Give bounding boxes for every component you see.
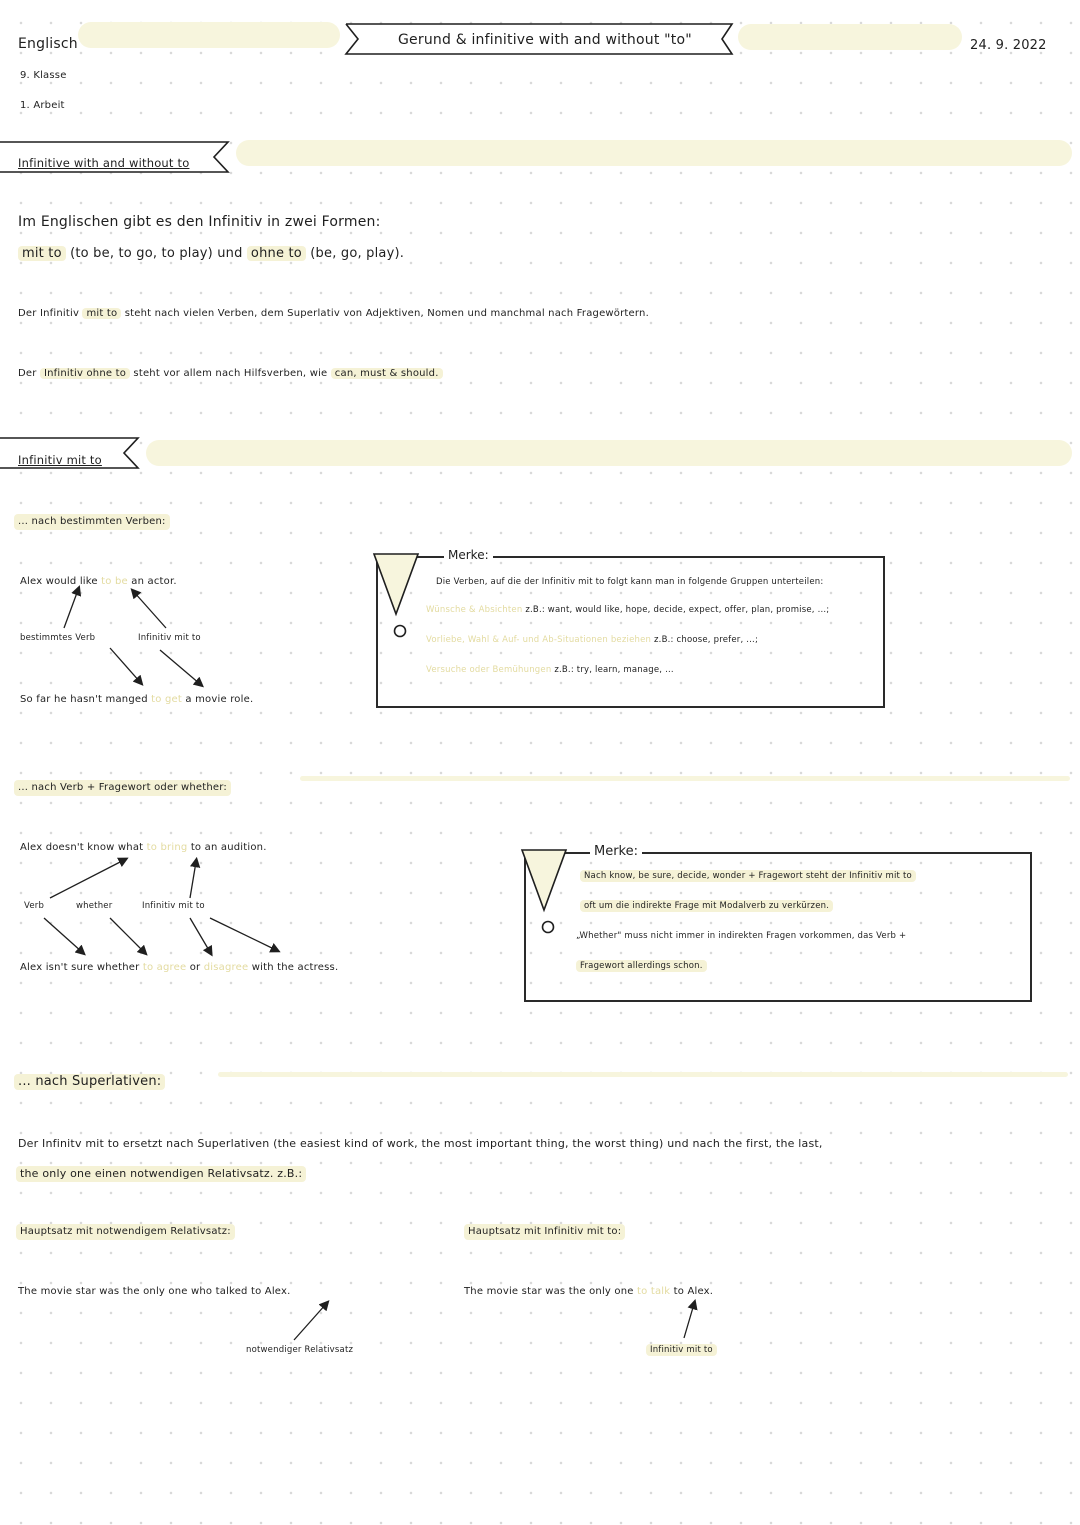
sub2-title: ... nach Verb + Fragewort oder whether: xyxy=(14,780,231,796)
sub2-ex2-b: to agree xyxy=(142,962,187,973)
sub3-text2: the only one einen notwendigen Relativsatz. z.B.: xyxy=(16,1166,306,1182)
sub3-left-arrow xyxy=(286,1296,346,1346)
sub3-text1: Der Infinitv mit to ersetzt nach Superlativen (the easiest kind of work, the most important thing, the worst thing) und nach the first, the last, xyxy=(18,1137,823,1150)
keyword-mit-to: mit to xyxy=(18,246,66,261)
merke-1-line4-text: z.B.: try, learn, manage, ... xyxy=(554,665,674,675)
sub3-left-label: notwendiger Relativsatz xyxy=(246,1345,354,1355)
sub2-label-whether: whether xyxy=(76,901,113,911)
sub1-ex2-a: So far he hasn't manged xyxy=(20,694,148,705)
mit-to-examples: (to be, to go, to play) und xyxy=(70,246,243,261)
date-label: 24. 9. 2022 xyxy=(970,38,1047,53)
merke-1-line3-faint: Vorliebe, Wahl & Auf- und Ab-Situationen beziehen xyxy=(426,635,652,645)
sub2-label-verb: Verb xyxy=(24,901,45,911)
sub2-highlight-line xyxy=(300,776,1070,781)
sub3-right-ex-b: to talk xyxy=(637,1286,671,1297)
sub1-ex2-c: a movie role. xyxy=(185,694,254,705)
merke-1-line4-faint: Versuche oder Bemühungen xyxy=(426,665,552,675)
page-title: Gerund & infinitive with and without "to" xyxy=(398,32,692,48)
sub1-ex1-b: to be xyxy=(101,576,128,587)
sub1-title: ... nach bestimmten Verben: xyxy=(14,514,170,530)
section1-intro: Im Englischen gibt es den Infinitiv in zwei Formen: xyxy=(18,214,381,230)
rule-ohne-keyword: Infinitiv ohne to xyxy=(40,368,130,379)
merke-1-line3 xyxy=(426,634,758,646)
sub2-label-inf: Infinitiv mit to xyxy=(142,901,205,911)
sub3-highlight-line xyxy=(218,1072,1068,1077)
section2-highlight xyxy=(146,440,1072,466)
sub1-ex1-a: Alex would like xyxy=(20,576,98,587)
merke-2-line4: Fragewort allerdings schon. xyxy=(576,960,707,972)
section1-forms-line xyxy=(18,246,404,262)
section1-heading: Infinitive with and without to xyxy=(18,156,190,170)
sub1-ex2-b: to get xyxy=(151,694,183,705)
sub1-arrows-down xyxy=(0,644,220,694)
sub2-arrows-down xyxy=(0,912,300,962)
merke-2-title: Merke: xyxy=(590,844,642,859)
merke-1-line2 xyxy=(426,604,829,616)
class-label: 9. Klasse xyxy=(20,70,67,81)
sub3-right-heading: Hauptsatz mit Infinitiv mit to: xyxy=(464,1224,625,1240)
merke-2-line2: oft um die indirekte Frage mit Modalverb zu verkürzen. xyxy=(580,900,833,912)
header-highlight-left xyxy=(78,22,340,48)
rule-ohne-examples: can, must & should. xyxy=(331,368,443,379)
merke-1-line1: Die Verben, auf die der Infinitiv mit to folgt kann man in folgende Gruppen unterteilen: xyxy=(436,577,824,587)
sub2-ex1-a: Alex doesn't know what xyxy=(20,842,144,853)
sub1-label-verb: bestimmtes Verb xyxy=(20,633,96,643)
ohne-to-examples: (be, go, play). xyxy=(310,246,405,261)
warning-icon-2 xyxy=(516,846,576,936)
sub2-ex1-b: to bring xyxy=(146,842,188,853)
sub1-label-inf: Infinitiv mit to xyxy=(138,633,201,643)
sub2-ex2-e: with the actress. xyxy=(251,962,339,973)
merke-1-line2-text: z.B.: want, would like, hope, decide, expect, offer, plan, promise, ...; xyxy=(525,605,830,615)
sub3-right-arrow xyxy=(676,1296,716,1346)
section2-heading: Infinitiv mit to xyxy=(18,453,102,467)
rule-ohne-to xyxy=(18,366,443,382)
merke-2-line3: „Whether" muss nicht immer in indirekten Fragen vorkommen, das Verb + xyxy=(576,931,907,941)
sub3-left-heading: Hauptsatz mit notwendigem Relativsatz: xyxy=(16,1224,235,1240)
sub2-ex2-d: disagree xyxy=(203,962,249,973)
rule-mit-prefix: Der Infinitiv xyxy=(18,308,80,319)
sub3-right-label: Infinitiv mit to xyxy=(646,1344,717,1356)
merke-1-line3-text: z.B.: choose, prefer, ...; xyxy=(654,635,759,645)
sub2-ex1-c: to an audition. xyxy=(190,842,267,853)
sub2-ex2-a: Alex isn't sure whether xyxy=(20,962,140,973)
sub2-ex2-c: or xyxy=(189,962,201,973)
merke-1-line2-faint: Wünsche & Absichten xyxy=(426,605,523,615)
rule-mit-text: steht nach vielen Verben, dem Superlativ von Adjektiven, Nomen und manchmal nach Fragewörtern. xyxy=(124,308,649,319)
sub3-right-ex-c: to Alex. xyxy=(673,1286,714,1297)
sub2-example2 xyxy=(20,960,338,976)
merke-2-line1: Nach know, be sure, decide, wonder + Fragewort steht der Infinitiv mit to xyxy=(580,870,916,882)
exam-label: 1. Arbeit xyxy=(20,100,65,111)
warning-icon xyxy=(368,550,428,640)
sub3-right-ex-a: The movie star was the only one xyxy=(464,1286,634,1297)
sub1-ex1-c: an actor. xyxy=(131,576,177,587)
sub1-example2 xyxy=(20,692,253,708)
section1-highlight xyxy=(236,140,1072,166)
subject-label: Englisch xyxy=(18,36,78,52)
merke-1-title: Merke: xyxy=(444,548,493,562)
header-highlight-right xyxy=(738,24,962,50)
rule-ohne-prefix: Der xyxy=(18,368,37,379)
sub3-title: ... nach Superlativen: xyxy=(14,1074,165,1090)
merke-1-line4 xyxy=(426,664,674,676)
sub3-left-example: The movie star was the only one who talked to Alex. xyxy=(18,1286,291,1297)
keyword-ohne-to: ohne to xyxy=(247,246,306,261)
rule-mit-to xyxy=(18,306,649,322)
rule-ohne-text: steht vor allem nach Hilfsverben, wie xyxy=(133,368,328,379)
rule-mit-keyword: mit to xyxy=(82,308,121,319)
